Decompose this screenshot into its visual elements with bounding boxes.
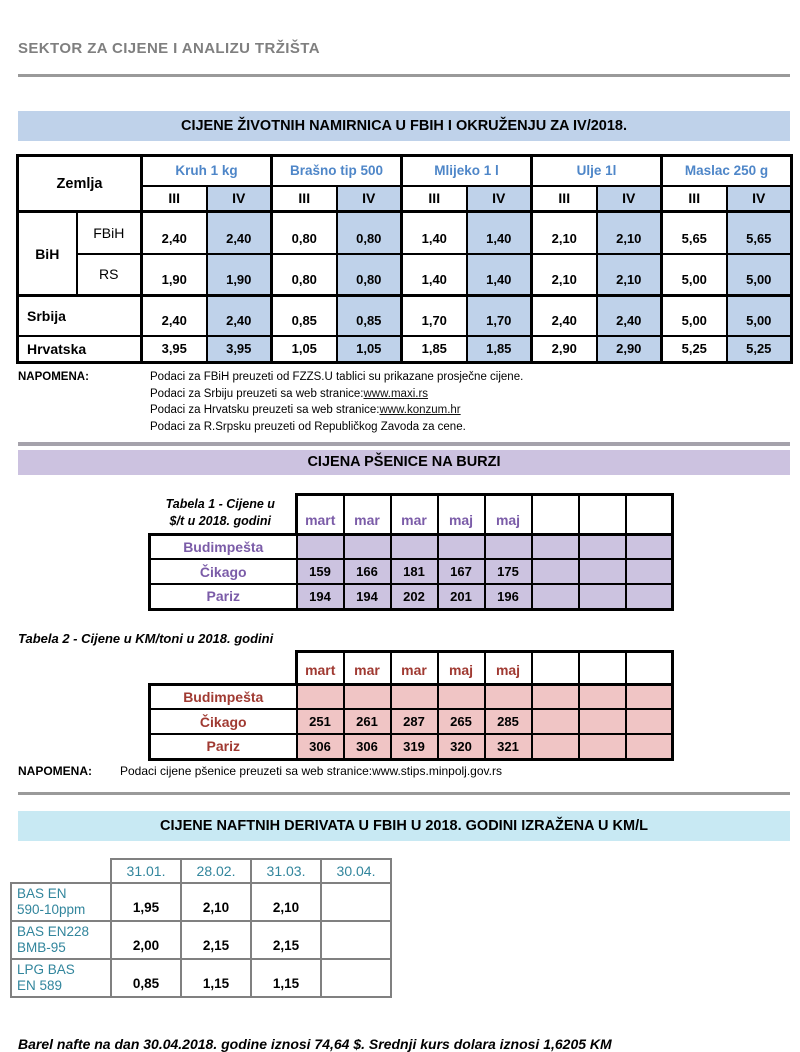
price-cell: 5,00 [662, 254, 727, 296]
note-label [18, 388, 150, 400]
price-cell: 5,65 [727, 212, 792, 254]
food-price-table [16, 154, 793, 364]
period-header: IV [727, 186, 792, 212]
wheat-price-cell [485, 534, 532, 559]
exchange-label: Pariz [150, 584, 297, 609]
month-header [579, 494, 626, 534]
wheat-price-cell: 166 [344, 559, 391, 584]
period-header: III [662, 186, 727, 212]
wheat-price-cell [626, 584, 673, 609]
price-cell: 1,05 [272, 336, 337, 363]
price-cell: 0,85 [337, 296, 402, 336]
price-cell: 1,90 [207, 254, 272, 296]
period-header: IV [467, 186, 532, 212]
note-label: NAPOMENA: [18, 371, 89, 383]
wheat-price-cell [579, 709, 626, 734]
wheat-price-cell: 321 [485, 734, 532, 759]
price-cell: 1,85 [467, 336, 532, 363]
period-header: III [272, 186, 337, 212]
wheat-price-cell: 261 [344, 709, 391, 734]
fuel-price-cell: 1,95 [111, 883, 181, 921]
wheat-price-cell [579, 584, 626, 609]
month-header: mar [391, 494, 438, 534]
fuel-type-line1: BAS EN [17, 885, 67, 901]
note-line [18, 404, 800, 416]
fuel-price-cell [321, 883, 391, 921]
product-header: Brašno tip 500 [272, 156, 402, 186]
corner-zemlja-label: Zemlja [18, 156, 142, 212]
fuel-price-cell: 2,10 [181, 883, 251, 921]
fuel-price-cell: 2,00 [111, 921, 181, 959]
price-cell: 1,85 [402, 336, 467, 363]
wheat-price-cell: 196 [485, 584, 532, 609]
date-header: 28.02. [181, 859, 251, 883]
konzum-link[interactable]: www.konzum.hr [379, 404, 461, 416]
note-text: Podaci za R.Srpsku preuzeti od Republičkog Zavoda za cene. [150, 420, 466, 433]
wheat-price-cell [579, 734, 626, 759]
price-cell: 1,05 [337, 336, 402, 363]
wheat-price-cell [579, 559, 626, 584]
fuel-price-cell [321, 921, 391, 959]
month-header: maj [485, 494, 532, 534]
exchange-label: Čikago [150, 709, 297, 734]
fuel-type-line2: EN 589 [17, 977, 63, 993]
price-cell: 0,80 [337, 254, 402, 296]
wheat-price-cell [626, 734, 673, 759]
price-cell: 0,80 [272, 212, 337, 254]
month-header: maj [438, 651, 485, 684]
wheat-price-cell: 320 [438, 734, 485, 759]
month-header: mar [391, 651, 438, 684]
price-cell: 5,00 [727, 296, 792, 336]
price-cell: 3,95 [207, 336, 272, 363]
note-line [18, 388, 800, 400]
month-header: mar [344, 651, 391, 684]
divider-line [18, 74, 790, 77]
wheat-price-cell [579, 534, 626, 559]
price-cell: 0,80 [272, 254, 337, 296]
product-header: Ulje 1l [532, 156, 662, 186]
region-label: RS [77, 254, 142, 296]
date-header: 31.01. [111, 859, 181, 883]
wheat-price-cell: 319 [391, 734, 438, 759]
wheat-price-cell [626, 559, 673, 584]
wheat-price-cell: 287 [391, 709, 438, 734]
wheat-price-cell [532, 684, 579, 709]
wheat-price-cell [297, 684, 344, 709]
table2-corner [150, 651, 297, 684]
price-cell: 2,10 [597, 212, 662, 254]
table2-title: Tabela 2 - Cijene u KM/toni u 2018. godini [18, 630, 274, 646]
region-label: FBiH [77, 212, 142, 254]
wheat-price-cell [532, 734, 579, 759]
price-cell: 5,65 [662, 212, 727, 254]
wheat-table-km [148, 650, 674, 761]
fuel-type-line2: BMB-95 [17, 939, 66, 955]
period-header: IV [597, 186, 662, 212]
fuel-price-cell: 2,10 [251, 883, 321, 921]
period-header: III [142, 186, 207, 212]
fuel-type-line2: 590-10ppm [17, 901, 86, 917]
month-header: maj [485, 651, 532, 684]
table1-title-line2: $/t u 2018. godini [169, 514, 271, 529]
wheat-price-cell [626, 534, 673, 559]
wheat-price-cell [485, 684, 532, 709]
fuel-price-cell: 1,15 [181, 959, 251, 997]
food-notes [18, 371, 800, 433]
period-header: III [402, 186, 467, 212]
price-cell: 1,90 [142, 254, 207, 296]
wheat-price-cell: 201 [438, 584, 485, 609]
wheat-price-cell: 194 [297, 584, 344, 609]
fuel-type-label [11, 959, 111, 997]
note-text: Podaci cijene pšenice preuzeti sa web stranice:www.stips.minpolj.gov.rs [120, 763, 502, 778]
period-header: IV [337, 186, 402, 212]
price-cell: 2,40 [597, 296, 662, 336]
price-cell: 1,40 [402, 254, 467, 296]
price-cell: 2,40 [207, 212, 272, 254]
divider-line [18, 442, 790, 446]
month-header [532, 651, 579, 684]
wheat-price-cell: 159 [297, 559, 344, 584]
wheat-price-cell: 175 [485, 559, 532, 584]
wheat-price-cell [391, 684, 438, 709]
period-header: IV [207, 186, 272, 212]
wheat-price-cell: 306 [297, 734, 344, 759]
price-cell: 0,85 [272, 296, 337, 336]
note-label [18, 421, 150, 433]
table1-title [150, 494, 297, 534]
wheat-price-cell [391, 534, 438, 559]
wheat-note [18, 764, 800, 778]
fuel-type-label [11, 921, 111, 959]
wheat-price-cell [344, 684, 391, 709]
product-header: Kruh 1 kg [142, 156, 272, 186]
note-text: Podaci za FBiH preuzeti od FZZS.U tablici su prikazane prosječne cijene. [150, 371, 524, 383]
fuel-price-cell: 1,15 [251, 959, 321, 997]
table1-title-line1: Tabela 1 - Cijene u [165, 497, 275, 512]
fuel-price-cell: 0,85 [111, 959, 181, 997]
month-header: mar [344, 494, 391, 534]
wheat-price-cell: 285 [485, 709, 532, 734]
page-title: SEKTOR ZA CIJENE I ANALIZU TRŽIŠTA [18, 40, 320, 57]
wheat-price-cell: 306 [344, 734, 391, 759]
price-cell: 3,95 [142, 336, 207, 363]
note-label: NAPOMENA: [18, 763, 92, 778]
fuel-type-line1: BAS EN228 [17, 923, 90, 939]
price-cell: 2,40 [142, 212, 207, 254]
exchange-label: Pariz [150, 734, 297, 759]
price-cell: 2,90 [597, 336, 662, 363]
wheat-price-cell: 202 [391, 584, 438, 609]
wheat-price-cell [626, 709, 673, 734]
wheat-price-cell [344, 534, 391, 559]
month-header [626, 651, 673, 684]
fuel-corner [11, 859, 111, 883]
fuel-section-banner: CIJENE NAFTNIH DERIVATA U FBIH U 2018. GODINI IZRAŽENA U KM/L [18, 811, 790, 841]
wheat-price-cell: 181 [391, 559, 438, 584]
fuel-price-cell: 2,15 [251, 921, 321, 959]
month-header: mart [297, 651, 344, 684]
date-header: 30.04. [321, 859, 391, 883]
note-line [18, 371, 800, 383]
fuel-type-label [11, 883, 111, 921]
price-cell: 1,40 [402, 212, 467, 254]
wheat-price-cell [438, 534, 485, 559]
price-cell: 1,40 [467, 254, 532, 296]
divider-line [18, 792, 790, 795]
note-line [18, 421, 800, 433]
wheat-price-cell: 251 [297, 709, 344, 734]
maxi-link[interactable]: www.maxi.rs [363, 387, 429, 400]
wheat-price-cell: 265 [438, 709, 485, 734]
month-header [532, 494, 579, 534]
period-header: III [532, 186, 597, 212]
wheat-price-cell [532, 584, 579, 609]
price-cell: 1,70 [402, 296, 467, 336]
price-cell: 2,10 [532, 212, 597, 254]
product-header: Mlijeko 1 l [402, 156, 532, 186]
country-label: Srbija [18, 296, 142, 336]
exchange-label: Čikago [150, 559, 297, 584]
month-header [626, 494, 673, 534]
wheat-section-banner: CIJENA PŠENICE NA BURZI [18, 450, 790, 475]
price-cell: 2,90 [532, 336, 597, 363]
fuel-type-line1: LPG BAS [17, 961, 75, 977]
food-section-banner: CIJENE ŽIVOTNIH NAMIRNICA U FBIH I OKRUŽENJU ZA IV/2018. [18, 111, 790, 141]
price-cell: 2,40 [207, 296, 272, 336]
note-label [18, 404, 150, 416]
product-header: Maslac 250 g [662, 156, 792, 186]
price-cell: 2,10 [597, 254, 662, 296]
wheat-price-cell [297, 534, 344, 559]
fuel-price-cell: 2,15 [181, 921, 251, 959]
country-group-bih: BiH [18, 212, 77, 296]
wheat-price-cell [438, 684, 485, 709]
price-cell: 2,10 [532, 254, 597, 296]
country-label: Hrvatska [18, 336, 142, 363]
wheat-price-cell [626, 684, 673, 709]
date-header: 31.03. [251, 859, 321, 883]
exchange-label: Budimpešta [150, 534, 297, 559]
wheat-table-usd [148, 493, 674, 611]
wheat-price-cell [579, 684, 626, 709]
month-header [579, 651, 626, 684]
wheat-price-cell [532, 534, 579, 559]
price-cell: 2,40 [142, 296, 207, 336]
price-cell: 5,00 [727, 254, 792, 296]
price-cell: 0,80 [337, 212, 402, 254]
price-cell: 1,70 [467, 296, 532, 336]
price-cell: 2,40 [532, 296, 597, 336]
note-text: Podaci za Srbiju preuzeti sa web stranice: [150, 387, 364, 400]
fuel-price-table [10, 858, 392, 998]
price-cell: 5,25 [727, 336, 792, 363]
exchange-label: Budimpešta [150, 684, 297, 709]
wheat-price-cell [532, 559, 579, 584]
wheat-price-cell: 167 [438, 559, 485, 584]
price-cell: 5,00 [662, 296, 727, 336]
month-header: maj [438, 494, 485, 534]
wheat-price-cell [532, 709, 579, 734]
fuel-price-cell [321, 959, 391, 997]
note-text: Podaci za Hrvatsku preuzeti sa web stranice: [150, 404, 380, 416]
price-cell: 1,40 [467, 212, 532, 254]
month-header: mart [297, 494, 344, 534]
price-cell: 5,25 [662, 336, 727, 363]
oil-price-footnote: Barel nafte na dan 30.04.2018. godine iznosi 74,64 $. Srednji kurs dolara iznosi 1,6205 KM [18, 1035, 612, 1052]
wheat-price-cell: 194 [344, 584, 391, 609]
